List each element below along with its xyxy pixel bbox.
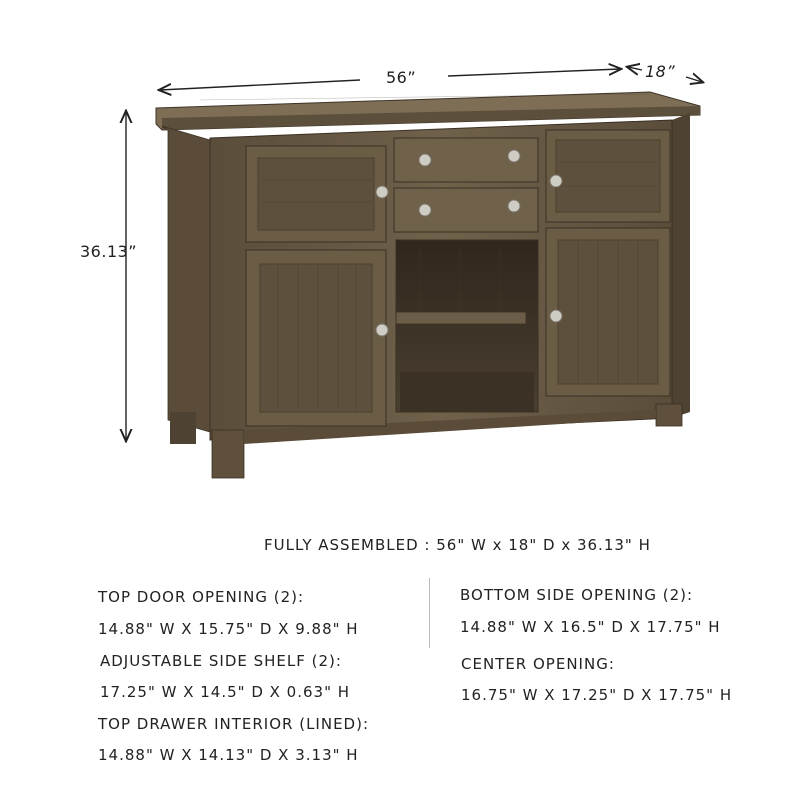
drawer-knob	[419, 154, 431, 166]
center-shelf	[396, 312, 526, 324]
door-knob	[550, 310, 562, 322]
door-knob	[550, 175, 562, 187]
spec-value: 14.88" W X 15.75" D X 9.88" H	[98, 620, 359, 638]
depth-dimension-line-right	[686, 77, 702, 82]
spec-title: BOTTOM SIDE OPENING (2):	[460, 586, 694, 604]
spec-title: CENTER OPENING:	[461, 655, 615, 673]
width-label: 56”	[386, 68, 417, 87]
door-knob	[376, 186, 388, 198]
height-label: 36.13”	[80, 242, 138, 261]
leg-back-left	[170, 412, 196, 444]
depth-label: 18”	[645, 62, 676, 81]
spec-value: 14.88" W X 16.5" D X 17.75" H	[460, 618, 721, 636]
side-panel	[672, 113, 690, 418]
assembled-dimensions: FULLY ASSEMBLED : 56" W x 18" D x 36.13" H	[264, 536, 651, 554]
width-dimension-line-left	[160, 80, 360, 90]
spec-value: 17.25" W X 14.5" D X 0.63" H	[100, 683, 351, 701]
width-dimension-line-right	[448, 69, 620, 76]
drawer-knob	[508, 200, 520, 212]
door-knob	[376, 324, 388, 336]
drawer-knob	[508, 150, 520, 162]
depth-dimension-line-left	[628, 67, 642, 70]
column-divider	[429, 578, 430, 648]
leg-front-left	[212, 430, 244, 478]
drawer-knob	[419, 204, 431, 216]
leg-front-right	[656, 404, 682, 426]
spec-title: ADJUSTABLE SIDE SHELF (2):	[100, 652, 342, 670]
spec-value: 16.75" W X 17.25" D X 17.75" H	[461, 686, 733, 704]
spec-title: TOP DOOR OPENING (2):	[98, 588, 305, 606]
sideboard	[156, 92, 700, 478]
spec-title: TOP DRAWER INTERIOR (LINED):	[98, 715, 370, 733]
spec-value: 14.88" W X 14.13" D X 3.13" H	[98, 746, 359, 764]
